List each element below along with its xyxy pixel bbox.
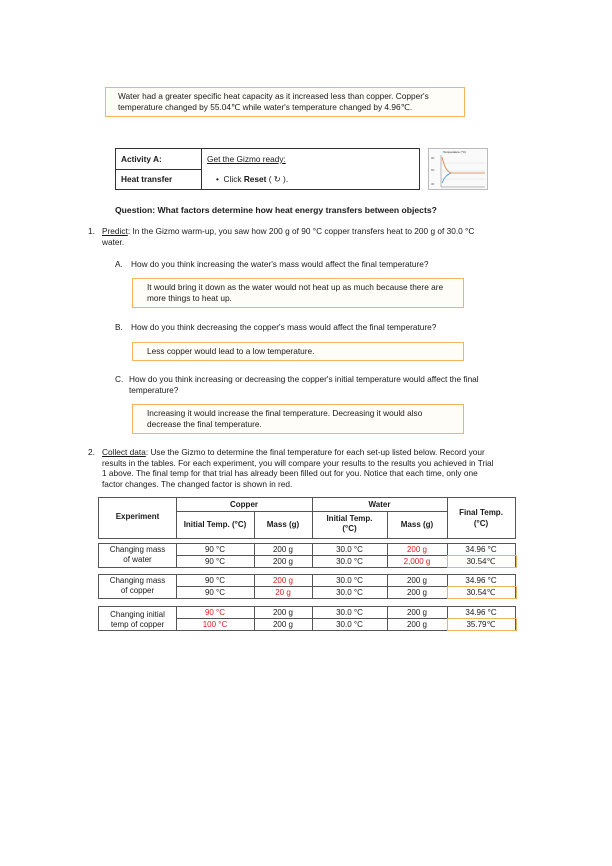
table-cell: 34.96 °C xyxy=(465,576,497,585)
q1a-answer-box xyxy=(132,278,464,308)
table-cell: 30.0 °C xyxy=(336,588,363,597)
experiment-label: Changing mass of copper xyxy=(109,576,166,595)
header-copper-mass: Mass (g) xyxy=(266,520,300,529)
table-cell: 30.0 °C xyxy=(336,557,363,566)
header-copper: Copper xyxy=(230,500,258,509)
table-group-copper-temp xyxy=(98,606,516,631)
header-final-temp: Final Temp. (°C) xyxy=(459,508,503,528)
activity-label: Activity A: xyxy=(121,154,162,164)
table-cell-changed: 20 g xyxy=(275,588,291,597)
table-cell: 30.0 °C xyxy=(336,545,363,554)
q1b-question: How do you think decreasing the copper's mass would affect the final temperature? xyxy=(131,322,437,332)
table-header xyxy=(98,497,516,539)
table-cell-changed: 90 °C xyxy=(204,608,226,617)
thumbnail-plot xyxy=(429,149,489,191)
experiment-label: Changing mass of water xyxy=(109,545,166,564)
table-cell-changed: 2,000 g xyxy=(403,557,431,566)
activity-sub-label: Heat transfer xyxy=(121,174,173,184)
experiment-label: Changing initial temp of copper xyxy=(110,610,165,629)
header-copper-initial-temp: Initial Temp. (°C) xyxy=(183,520,247,529)
q1c-question: How do you think increasing or decreasing the copper's initial temperature would affect the final temperature? xyxy=(129,374,479,395)
q1b-letter: B. xyxy=(115,322,123,332)
header-water-mass: Mass (g) xyxy=(400,520,434,529)
table-cell-answer: 30.54℃ xyxy=(466,557,496,566)
table-cell: 34.96 °C xyxy=(465,608,497,617)
activity-box xyxy=(115,148,420,190)
header-water-initial-temp: Initial Temp. (°C) xyxy=(326,514,373,533)
table-group-water-mass xyxy=(98,543,516,568)
table-cell: 30.0 °C xyxy=(336,608,363,617)
table-cell-changed: 200 g xyxy=(272,576,294,585)
q1c-letter: C. xyxy=(115,374,124,384)
q1c-answer-box xyxy=(132,404,464,434)
table-cell-answer: 35.79℃ xyxy=(466,620,496,629)
table-cell-answer: 30.54℃ xyxy=(466,588,496,597)
reset-instruction: • Click Reset ( ↻ ). xyxy=(216,174,289,184)
table-cell: 200 g xyxy=(406,608,428,617)
bullet-icon: • xyxy=(216,174,219,184)
answer-line: Less copper would lead to a low temperature. xyxy=(147,346,315,356)
table-cell-changed: 200 g xyxy=(406,545,428,554)
table-group-copper-mass xyxy=(98,574,516,599)
table-cell: 200 g xyxy=(272,620,294,629)
q2-prompt: Collect data: Use the Gizmo to determine the final temperature for each set-up listed below. Record your results in the tables. For each experiment, you will compare your results to the results you achieved in Trial 1 above. The final temp for that trial has already been filled out for you. Notice that each time, only one factor changes. The changed factor is shown in red. xyxy=(102,447,494,489)
table-cell: 200 g xyxy=(406,588,428,597)
table-cell: 200 g xyxy=(272,545,294,554)
answer-line: It would bring it down as the water would not heat up as much because there are xyxy=(147,282,444,292)
q1b-answer-box xyxy=(132,342,464,361)
table-cell: 30.0 °C xyxy=(336,576,363,585)
table-cell: 34.96 °C xyxy=(465,545,497,554)
svg-text:60: 60 xyxy=(431,168,435,172)
thumbnail-title: Temperature (°C) xyxy=(443,150,467,154)
q1a-letter: A. xyxy=(115,259,123,269)
svg-text:90: 90 xyxy=(431,156,435,160)
table-cell: 90 °C xyxy=(204,576,226,585)
table-cell: 200 g xyxy=(406,620,428,629)
table-cell: 90 °C xyxy=(204,557,226,566)
header-water: Water xyxy=(368,500,391,509)
table-cell: 200 g xyxy=(272,557,294,566)
main-question: Question: What factors determine how heat energy transfers between objects? xyxy=(115,205,437,215)
q1-number: 1. xyxy=(88,226,95,236)
answer-line: Water had a greater specific heat capacity as it increased less than copper. Copper's xyxy=(118,91,429,101)
get-ready-heading: Get the Gizmo ready: xyxy=(207,154,286,164)
answer-line: more things to heat up. xyxy=(147,293,232,303)
q2-number: 2. xyxy=(88,447,95,457)
table-cell: 200 g xyxy=(406,576,428,585)
gizmo-thumbnail-graph xyxy=(428,148,488,190)
answer-line: decrease the final temperature. xyxy=(147,419,262,429)
table-cell: 90 °C xyxy=(204,545,226,554)
header-experiment: Experiment xyxy=(115,512,160,521)
q1a-question: How do you think increasing the water's mass would affect the final temperature? xyxy=(131,259,429,269)
svg-text:30: 30 xyxy=(431,182,435,186)
table-cell-changed: 100 °C xyxy=(202,620,228,629)
table-cell: 90 °C xyxy=(204,588,226,597)
q1-prompt: Predict: In the Gizmo warm-up, you saw how 200 g of 90 °C copper transfers heat to 200 g of 30.0 °C water. xyxy=(102,226,475,247)
table-cell: 200 g xyxy=(272,608,294,617)
answer-box-specific-heat xyxy=(105,87,465,117)
table-cell: 30.0 °C xyxy=(336,620,363,629)
answer-line: Increasing it would increase the final temperature. Decreasing it would also xyxy=(147,408,423,418)
answer-line: temperature changed by 55.04℃ while water's temperature changed by 4.96℃. xyxy=(118,102,413,112)
